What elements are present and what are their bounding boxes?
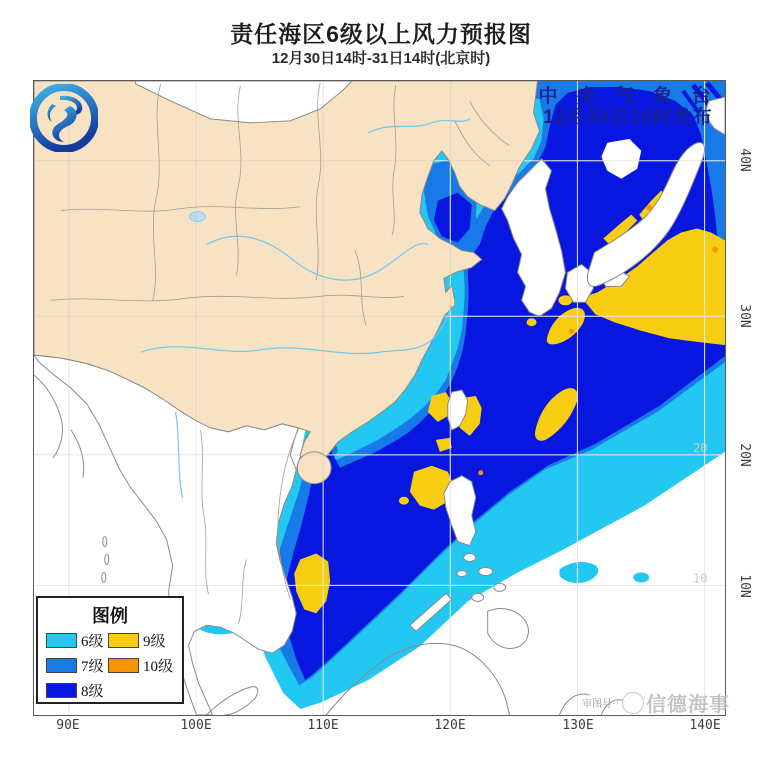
legend-label-8: 8级 <box>81 684 104 700</box>
x-tick-140E: 140E <box>689 718 721 733</box>
legend-box <box>36 596 184 704</box>
watermark-blur: ·· <box>612 697 620 708</box>
y-tick-40N: 40N <box>737 148 752 172</box>
x-tick-130E: 130E <box>562 718 594 733</box>
y-tick-30N: 30N <box>737 304 752 328</box>
x-tick-100E: 100E <box>180 718 212 733</box>
legend-label-10: 10级 <box>143 659 174 675</box>
legend-title: 图例 <box>92 606 128 626</box>
watermark <box>582 688 730 717</box>
inner-label-10: 10 <box>693 571 708 586</box>
x-tick-110E: 110E <box>307 718 339 733</box>
legend-swatch-6 <box>46 633 77 648</box>
legend-swatch-10 <box>108 658 139 673</box>
legend-label-6: 6级 <box>81 634 104 650</box>
inner-label-20: 20 <box>693 440 708 455</box>
watermark-brand: 信德海事 <box>646 694 730 716</box>
legend-item-10 <box>108 655 173 676</box>
issuer-time: 12月30日10时发布 <box>543 107 713 128</box>
issuer-agency: 中 央 气 象 台 <box>538 86 718 107</box>
legend-swatch-7 <box>46 658 77 673</box>
legend-item-8 <box>46 680 104 701</box>
legend-item-7 <box>46 655 104 676</box>
legend-label-7: 7级 <box>81 659 104 675</box>
hainan-island <box>297 452 331 484</box>
cma-logo-icon <box>30 84 98 152</box>
map-approval-note: 审图号 <box>582 699 612 710</box>
watermark-badge-icon <box>622 692 644 714</box>
y-tick-10N: 10N <box>737 574 752 598</box>
x-tick-90E: 90E <box>56 718 80 733</box>
cma-logo <box>30 84 98 152</box>
legend-item-6 <box>46 630 104 651</box>
issuer-block <box>520 86 736 128</box>
page-subtitle: 12月30日14时-31日14时(北京时) <box>271 50 491 67</box>
legend-label-9: 9级 <box>143 634 166 650</box>
x-tick-120E: 120E <box>434 718 466 733</box>
legend-item-9 <box>108 630 166 651</box>
page-title: 责任海区6级以上风力预报图 <box>230 21 532 47</box>
legend-swatch-9 <box>108 633 139 648</box>
legend-swatch-8 <box>46 683 77 698</box>
y-tick-20N: 20N <box>737 443 752 467</box>
